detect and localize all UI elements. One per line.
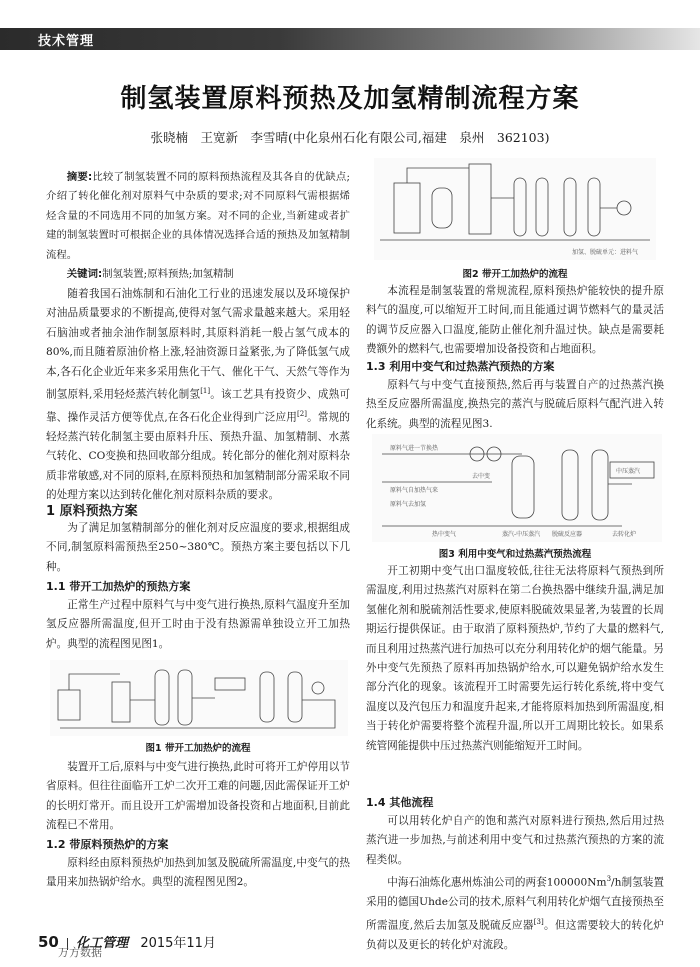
fig2-vessel bbox=[432, 188, 452, 228]
section-1-3-after-figure: 开工初期中变气出口温度较低,往往无法将原料气预热到所需温度,利用过热蒸汽对原料在第二台换热器中继续升温,满足加氢催化剂和脱硫剂活性要求,使原料脱硫效果显著,为装置的长周期运行提供保证。由于取消了原料预热炉,节约了大量的燃料气,而且利用过热蒸汽进行加热可以充分利用转化炉的烟气能量。另外中变气先预热了原料再加热锅炉给水,可以避免锅炉给水发生部分汽化的现象。该流程开工时需要先运行转化系统,将中变气温度以及汽包压力和温度升起来,才能将原料加热到所需温度,相当于转化炉需要将整个流程升温,所以开工周期比较长。如果系统管网能提供中压过热蒸汽则能缩短开工时间。 bbox=[366, 565, 664, 752]
svg-text:脱硫反应器: 脱硫反应器 bbox=[552, 531, 583, 538]
section-1-4-paragraph: 可以用转化炉自产的饱和蒸汽对原料进行预热,然后用过热蒸汽进一步加热,与前述利用中变气和过热蒸汽预热的方案的流程类似。 中海石油炼化惠州炼油公司的两套100000Nm$^3$/h制氢装置采用的德国Uhde公司的技术,原料气利用转化炉烟气直接预热至所需温度,然后去加氢及脱硫反应器[3]。但这需要较大的转化炉负荷以及更长的转化炉对流段。 bbox=[366, 815, 664, 951]
svg-text:原料气进一节换热: 原料气进一节换热 bbox=[390, 445, 439, 452]
page-number: 50 bbox=[38, 933, 59, 951]
figure-3-svg bbox=[372, 434, 662, 542]
section-header-bar bbox=[0, 28, 700, 50]
fig2-label: 加氢、脱硫单元：进料气 bbox=[572, 249, 639, 256]
figure-2-caption: 图2 带开工加热炉的流程 bbox=[462, 269, 568, 280]
article-title: 制氢装置原料预热及加氢精制流程方案 bbox=[120, 84, 580, 114]
superscript-3: 3 bbox=[606, 875, 612, 884]
svg-text:热中变气: 热中变气 bbox=[432, 531, 457, 538]
figure-1-caption: 图1 带开工加热炉的流程 bbox=[145, 743, 251, 754]
figure-2-svg bbox=[374, 158, 656, 260]
fig2-reactor bbox=[514, 178, 526, 236]
fig2-converter bbox=[469, 164, 491, 234]
fig1-pipe bbox=[60, 700, 335, 728]
figure-3-diagram bbox=[372, 434, 662, 542]
fig2-reactor bbox=[536, 178, 548, 236]
fig3-reactor bbox=[512, 456, 534, 518]
section-1-3-heading: 1.3 利用中变气和过热蒸汽预热的方案 bbox=[366, 360, 555, 373]
fig2-pump bbox=[617, 201, 631, 215]
fig2-reactor bbox=[564, 178, 576, 236]
fig2-pipe bbox=[407, 168, 469, 183]
section-1-2-paragraph: 原料经由原料预热炉加热到加氢及脱硫所需温度,中变气的热量用来加热锅炉给水。典型的流程图见图2。 bbox=[46, 857, 350, 889]
keywords-text: 制氢装置;原料预热;加氢精制 bbox=[102, 268, 234, 281]
svg-text:原料气自加热气来: 原料气自加热气来 bbox=[390, 487, 439, 494]
fig1-reactor bbox=[288, 672, 302, 722]
fig2-reactor bbox=[588, 178, 600, 236]
figure-2-diagram bbox=[374, 158, 656, 260]
figure-1-diagram bbox=[50, 660, 348, 736]
right-top-paragraph: 本流程是制氢装置的常规流程,原料预热炉能较快的提升原料气的温度,可以缩短开工时间,而且能通过调节燃料气的量灵活的调节反应器入口温度,能防止催化剂升温过快。缺点是需要耗费额外的燃料气,也需要增加设备投资和占地面积。 bbox=[366, 285, 664, 356]
section-1-1-paragraph: 正常生产过程中原料气与中变气进行换热,原料气温度升至加氢反应器所需温度,但开工时由于没有热源需单独设立开工加热炉。典型的流程图见图1。 bbox=[46, 599, 350, 650]
svg-text:去转化炉: 去转化炉 bbox=[612, 531, 637, 538]
fig1-exchanger bbox=[215, 678, 245, 690]
svg-text:蒸汽-中压蒸汽: 蒸汽-中压蒸汽 bbox=[502, 531, 541, 538]
section-1-heading: 1 原料预热方案 bbox=[46, 504, 138, 519]
abstract-label: 摘要: bbox=[66, 171, 93, 183]
intro-paragraph: 随着我国石油炼制和石油化工行业的迅速发展以及环境保护对油品质量要求的不断提高,使得对氢气需求量越来越大。采用轻石脑油或者抽余油作制氢原料时,其原料消耗一般占氢气成本的80%,而且随着原油价格上涨,轻油资源日益紧张,为了降低氢气成本,各石化企业近年来多采用焦化干气、催化干气、天然气等作为制氢原料,采用轻烃蒸汽转化制氢[1]。该工艺具有投资少、成熟可靠、操作灵活方便等优点,在各石化企业得到广泛应用[2]。常规的轻烃蒸汽转化制氢主要由原料升压、预热升温、加氢精制、水蒸气转化、CO变换和热回收部分组成。转化部分的催化剂对原料杂质非常敏感,对不同的原料,在原料预热和加氢精制部分需采取不同的处理方案以达到转化催化剂对原料杂质的要求。 bbox=[46, 288, 350, 502]
figure-1-svg bbox=[50, 660, 348, 736]
fig2-furnace bbox=[394, 183, 420, 233]
section-1-1-after-figure: 装置开工后,原料与中变气进行换热,此时可将开工炉停用以节省原料。但往往面临开工炉二次开工难的问题,因此需保证开工炉的长明灯常开。而且设开工炉需增加设备投资和占地面积,目前此流程已不常用。 bbox=[46, 761, 350, 832]
fig1-furnace bbox=[112, 682, 130, 722]
fig1-reactor bbox=[260, 672, 274, 722]
svg-text:原料气去加氢: 原料气去加氢 bbox=[390, 501, 427, 508]
section-1-4-heading: 1.4 其他流程 bbox=[366, 796, 434, 809]
ref-1: [1] bbox=[200, 387, 211, 396]
section-tag: 技术管理 bbox=[38, 34, 95, 49]
fig1-reactor bbox=[155, 670, 169, 725]
keywords-label: 关键词: bbox=[66, 268, 103, 281]
fig3-reactor bbox=[592, 450, 608, 520]
fig1-vessel bbox=[58, 690, 80, 720]
issue-date: 2015年11月 bbox=[140, 936, 216, 951]
fig1-reactor bbox=[178, 670, 192, 725]
section-1-1-heading: 1.1 带开工加热炉的预热方案 bbox=[46, 580, 191, 593]
section-1-3-paragraph: 原料气与中变气直接预热,然后再与装置自产的过热蒸汽换热至反应器所需温度,换热完的蒸汽与脱硫后原料气配汽进入转化系统。典型的流程见图3. bbox=[366, 379, 664, 430]
ref-3: [3] bbox=[533, 917, 544, 926]
fig1-pump bbox=[312, 682, 324, 694]
section-1-2-heading: 1.2 带原料预热炉的方案 bbox=[46, 838, 169, 851]
watermark: 万方数据 bbox=[58, 946, 102, 959]
abstract-block bbox=[46, 168, 350, 284]
svg-text:去中变: 去中变 bbox=[472, 473, 491, 480]
journal-name: 化工管理 bbox=[76, 936, 129, 951]
article-authors: 张晓楠 王宽新 李雪晴(中化泉州石化有限公司,福建 泉州 362103) bbox=[150, 130, 550, 145]
svg-text:中压蒸汽: 中压蒸汽 bbox=[616, 468, 641, 475]
section-1-paragraph: 为了满足加氢精制部分的催化剂对反应温度的要求,根据组成不同,制氢原料需预热至250~380℃。预热方案主要包括以下几种。 bbox=[46, 522, 350, 573]
fig3-reactor bbox=[562, 450, 578, 520]
figure-3-caption: 图3 利用中变气和过热蒸汽预热流程 bbox=[438, 549, 592, 560]
ref-2: [2] bbox=[297, 409, 307, 418]
abstract-text: 比较了制氢装置不同的原料预热流程及其各自的优缺点;介绍了转化催化剂对原料气中杂质的要求;对不同原料气需根据烯烃含量的不同选用不同的加氢方案。对不同的企业,当新建或者扩建的制氢装置时可根据企业的具体情况选择合适的预热及加氢精制流程。 bbox=[46, 171, 351, 261]
